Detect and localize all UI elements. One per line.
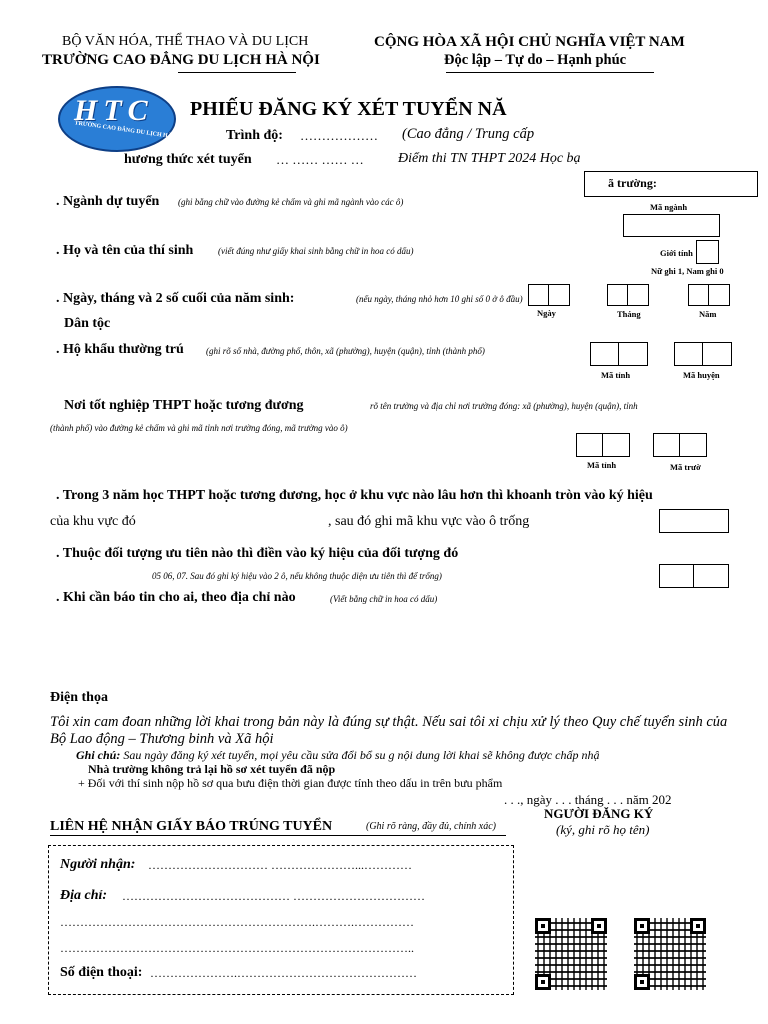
address-dots[interactable]: …………………………………… …………………………… (122, 889, 425, 903)
residence-label: . Hộ khẩu thường trú (56, 342, 184, 357)
dob-month-label: Tháng (617, 309, 641, 319)
priority-hint: 05 06, 07. Sau đó ghi ký hiệu vào 2 ô, nếu không thuộc diện ưu tiên thì để trống) (152, 571, 442, 581)
graduation-school-boxes[interactable] (653, 433, 707, 457)
republic-title: CỘNG HÒA XÃ HỘI CHỦ NGHĨA VIỆT NAM (374, 34, 685, 50)
recipient-dots[interactable]: ………………………… …………………...………… (148, 858, 412, 872)
note-label: Ghi chú: (76, 748, 121, 762)
ethnic-label: Dân tộc (64, 316, 111, 331)
name-label: . Họ và tên của thí sinh (56, 243, 194, 258)
major-code-label: Mã ngành (650, 202, 688, 212)
gender-hint: Nữ ghi 1, Nam ghi 0 (651, 266, 724, 276)
notice-hint: (Ghi rõ ràng, đầy đủ, chính xác) (366, 821, 496, 832)
level-dots[interactable]: ……………… (300, 128, 378, 143)
declaration-line-1: Tôi xin cam đoan những lời khai trong bản này là đúng sự thật. Nếu sai tôi xi chịu xử lý theo Quy chế tuyển sinh của (50, 714, 728, 730)
note-line-2: Nhà trường không trả lại hồ sơ xét tuyển đã nộp (88, 762, 336, 776)
graduation-school-label: Mã trườ (670, 462, 701, 472)
note-line-1: Sau ngày đăng ký xét tuyển, mọi yêu cầu sửa đổi bổ su g nội dung lời khai sẽ không được chấp nhậ (123, 748, 600, 762)
graduation-label: Nơi tốt nghiệp THPT hoặc tương đương (64, 398, 304, 413)
dob-label: . Ngày, tháng và 2 số cuối của năm sinh: (56, 291, 295, 306)
area-line-1: . Trong 3 năm học THPT hoặc tương đương, học ở khu vực nào lâu hơn thì khoanh tròn vào ký hiệu (56, 488, 653, 503)
signature-title: NGƯỜI ĐĂNG KÝ (544, 806, 654, 821)
major-hint: (ghi bằng chữ vào đường kẻ chấm và ghi mã ngành vào các ô) (178, 197, 404, 207)
contact-label: . Khi cần báo tin cho ai, theo địa chỉ nào (56, 590, 296, 605)
qr-code-1[interactable] (535, 918, 607, 990)
logo-caption: TRƯỜNG CAO ĐẲNG DU LỊCH HÀ NỘI (74, 120, 186, 142)
notice-phone-label: Số điện thoại: (60, 965, 143, 980)
graduation-hint-2: (thành phố) vào đường kẻ chấm và ghi mã tỉnh nơi trường đóng, mã trường vào ô) (50, 423, 348, 433)
recipient-label: Người nhận: (60, 857, 136, 872)
address-dots-line-1[interactable]: ……………………………………………………….……….…………… (60, 915, 414, 929)
level-label: Trình độ: (226, 128, 283, 143)
dob-year-boxes[interactable] (688, 284, 730, 306)
ministry-name: BỘ VĂN HÓA, THỂ THAO VÀ DU LỊCH (62, 34, 309, 49)
residence-province-boxes[interactable] (590, 342, 648, 366)
residence-district-boxes[interactable] (674, 342, 732, 366)
gender-label: Giới tính (660, 248, 693, 258)
declaration-line-2: Bộ Lao động – Thương binh và Xã hội (50, 731, 274, 747)
note-line-3: + Đối với thí sinh nộp hồ sơ qua bưu điện thời gian được tính theo dấu in trên bưu phẩm (78, 776, 503, 790)
residence-hint: (ghi rõ số nhà, đường phố, thôn, xã (phường), huyện (quận), tỉnh (thành phố) (206, 346, 485, 356)
residence-district-label: Mã huyện (683, 370, 720, 380)
area-code-box[interactable] (659, 509, 729, 533)
signature-hint: (ký, ghi rõ họ tên) (556, 822, 650, 837)
header-underline (178, 72, 296, 73)
address-label: Địa chỉ: (60, 888, 108, 903)
qr-code-2[interactable] (634, 918, 706, 990)
signature-date: . . ., ngày . . . tháng . . . năm 202 (504, 792, 672, 807)
school-code-label: ã trường: (608, 176, 657, 190)
dob-day-boxes[interactable] (528, 284, 570, 306)
phone-label: Điện thọa (50, 690, 108, 705)
motto-underline (446, 72, 654, 73)
school-logo (58, 86, 186, 152)
method-options: Điểm thi TN THPT 2024 Học bạ (398, 151, 581, 166)
area-line-2b: , sau đó ghi mã khu vực vào ô trống (328, 514, 530, 529)
dob-hint: (nếu ngày, tháng nhỏ hơn 10 ghi số 0 ở ô đầu) (356, 294, 523, 304)
address-dots-line-2[interactable]: …………………………………………………………………………….. (60, 941, 414, 955)
gender-box[interactable] (696, 240, 719, 264)
priority-label: . Thuộc đối tượng ưu tiên nào thì điền vào ký hiệu của đối tượng đó (56, 546, 459, 561)
major-code-box[interactable] (623, 214, 720, 237)
method-label: hương thức xét tuyển (124, 152, 252, 167)
school-name: TRƯỜNG CAO ĐẲNG DU LỊCH HÀ NỘI (42, 52, 320, 68)
method-dots[interactable]: … …… …… … (276, 152, 364, 167)
dob-month-boxes[interactable] (607, 284, 649, 306)
area-line-2a: của khu vực đó (50, 514, 136, 529)
priority-boxes[interactable] (659, 564, 729, 588)
contact-hint: (Viết bằng chữ in hoa có dấu) (330, 594, 438, 604)
graduation-province-boxes[interactable] (576, 433, 630, 457)
motto: Độc lập – Tự do – Hạnh phúc (444, 52, 627, 68)
graduation-province-label: Mã tỉnh (587, 460, 617, 470)
logo-letters: HTC (74, 94, 154, 127)
level-options: (Cao đẳng / Trung cấp (402, 126, 535, 142)
notice-heading: LIÊN HỆ NHẬN GIẤY BÁO TRÚNG TUYỂN (50, 819, 333, 834)
name-hint: (viết đúng như giấy khai sinh bằng chữ in hoa có dấu) (218, 246, 414, 256)
notice-underline (50, 835, 506, 836)
residence-province-label: Mã tỉnh (601, 370, 631, 380)
major-label: . Ngành dự tuyển (56, 194, 160, 209)
graduation-hint-1: rõ tên trường và địa chỉ nơi trường đóng: xã (phường), huyện (quận), tỉnh (370, 401, 638, 411)
dob-day-label: Ngày (537, 308, 556, 318)
notice-phone-dots[interactable]: ………………….……………………………………… (150, 966, 417, 980)
dob-year-label: Năm (699, 309, 717, 319)
form-title: PHIẾU ĐĂNG KÝ XÉT TUYỂN NĂ (190, 98, 507, 120)
